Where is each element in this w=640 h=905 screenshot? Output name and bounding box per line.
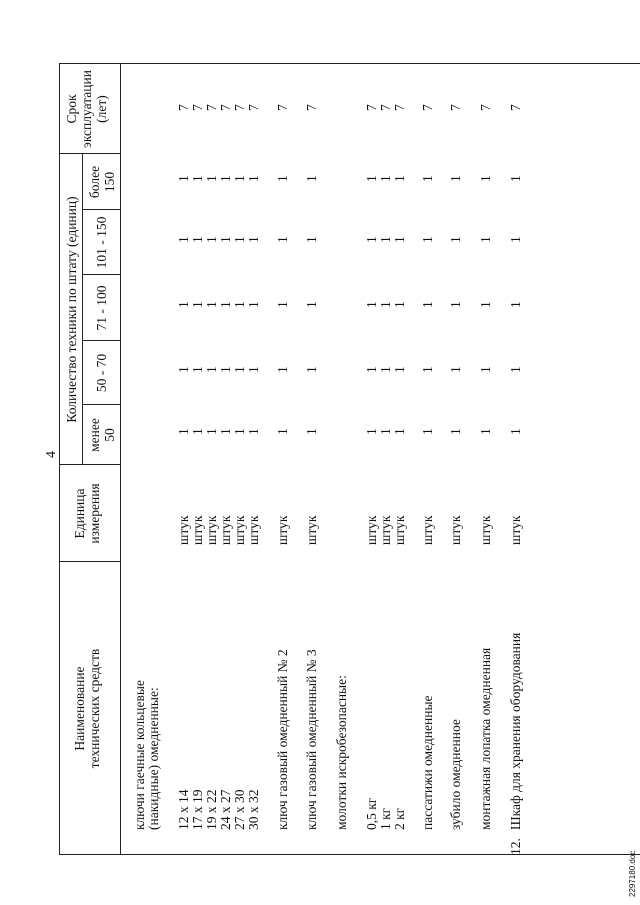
row-qty-2: 1 xyxy=(204,366,219,373)
row-qty-5: 1 xyxy=(478,175,493,182)
row-qty-3: 1 xyxy=(448,301,463,308)
row-qty-3: 1 xyxy=(232,301,247,308)
row-qty-4: 1 xyxy=(246,236,261,243)
row-life: 7 xyxy=(232,104,247,111)
row-qty-5: 1 xyxy=(508,175,523,182)
row-name: 24 х 27 xyxy=(218,789,233,830)
row-qty-2: 1 xyxy=(378,366,393,373)
row-qty-1: 1 xyxy=(420,428,435,435)
row-qty-4: 1 xyxy=(378,236,393,243)
row-unit: штук xyxy=(204,515,219,545)
row-unit: штук xyxy=(478,515,493,545)
row-qty-4: 1 xyxy=(448,236,463,243)
row-qty-1: 1 xyxy=(218,428,233,435)
row-qty-3: 1 xyxy=(364,301,379,308)
row-qty-2: 1 xyxy=(176,366,191,373)
row-life: 7 xyxy=(448,104,463,111)
row-qty-4: 1 xyxy=(304,236,319,243)
row-unit: штук xyxy=(190,515,205,545)
row-qty-4: 1 xyxy=(478,236,493,243)
row-qty-5: 1 xyxy=(275,175,290,182)
row-qty-2: 1 xyxy=(304,366,319,373)
row-name: 2 кг xyxy=(392,807,407,830)
row-name: 1 кг xyxy=(378,807,393,830)
row-qty-4: 1 xyxy=(176,236,191,243)
row-qty-5: 1 xyxy=(378,175,393,182)
row-unit: штук xyxy=(176,515,191,545)
table-border-top xyxy=(59,64,60,855)
row-qty-1: 1 xyxy=(176,428,191,435)
row-qty-1: 1 xyxy=(304,428,319,435)
row-name: 27 х 30 xyxy=(232,789,247,830)
row-name: 17 х 19 xyxy=(190,789,205,830)
row-life: 7 xyxy=(508,104,523,111)
row-unit: штук xyxy=(378,515,393,545)
row-qty-5: 1 xyxy=(420,175,435,182)
row-qty-4: 1 xyxy=(364,236,379,243)
row-name: ключ газовый омедненный № 2 xyxy=(275,649,290,830)
row-qty-1: 1 xyxy=(364,428,379,435)
row-unit: штук xyxy=(420,515,435,545)
row-unit: штук xyxy=(448,515,463,545)
table-border-left xyxy=(59,854,640,855)
row-qty-2: 1 xyxy=(246,366,261,373)
row-life: 7 xyxy=(204,104,219,111)
row-qty-2: 1 xyxy=(478,366,493,373)
page-number: 4 xyxy=(44,451,59,458)
row-qty-4: 1 xyxy=(190,236,205,243)
row-qty-4: 1 xyxy=(392,236,407,243)
header-life xyxy=(64,64,109,154)
row-qty-1: 1 xyxy=(508,428,523,435)
row-life: 7 xyxy=(218,104,233,111)
row-qty-1: 1 xyxy=(392,428,407,435)
header-name-line2: технических средств xyxy=(87,648,102,769)
row-qty-5: 1 xyxy=(232,175,247,182)
row-qty-1: 1 xyxy=(378,428,393,435)
header-bottom-line xyxy=(120,64,121,855)
row-qty-2: 1 xyxy=(420,366,435,373)
row-qty-2: 1 xyxy=(508,366,523,373)
row-life: 7 xyxy=(275,104,290,111)
row-name: (накидные) омедненные: xyxy=(146,687,161,830)
row-qty-1: 1 xyxy=(246,428,261,435)
row-name: молотки искробезопасные: xyxy=(334,675,349,830)
row-name: 30 х 32 xyxy=(246,789,261,830)
row-qty-5: 1 xyxy=(304,175,319,182)
row-unit: штук xyxy=(304,515,319,545)
row-life: 7 xyxy=(378,104,393,111)
row-qty-4: 1 xyxy=(218,236,233,243)
row-qty-1: 1 xyxy=(275,428,290,435)
header-q2: 50 - 70 xyxy=(94,353,109,393)
row-qty-5: 1 xyxy=(246,175,261,182)
row-qty-4: 1 xyxy=(420,236,435,243)
row-qty-3: 1 xyxy=(304,301,319,308)
row-life: 7 xyxy=(478,104,493,111)
row-name: пассатижи омедненные xyxy=(420,695,435,830)
row-name: 0,5 кг xyxy=(364,797,379,830)
header-name-line1: Наименование xyxy=(72,666,87,751)
header-qty-group: Количество техники по штату (единиц) xyxy=(64,196,79,423)
row-qty-1: 1 xyxy=(204,428,219,435)
row-qty-5: 1 xyxy=(364,175,379,182)
row-qty-1: 1 xyxy=(232,428,247,435)
row-qty-3: 1 xyxy=(420,301,435,308)
row-qty-2: 1 xyxy=(275,366,290,373)
row-qty-4: 1 xyxy=(275,236,290,243)
row-qty-5: 1 xyxy=(204,175,219,182)
qty-group-line xyxy=(82,154,83,465)
row-qty-2: 1 xyxy=(448,366,463,373)
row-qty-1: 1 xyxy=(478,428,493,435)
row-qty-3: 1 xyxy=(275,301,290,308)
row-name: Шкаф для хранения оборудования xyxy=(508,632,523,830)
header-q1 xyxy=(87,405,117,465)
header-life-line3: (лет) xyxy=(94,95,109,123)
row-life: 7 xyxy=(364,104,379,111)
header-q5 xyxy=(87,154,117,210)
row-name: монтажная лопатка омедненная xyxy=(478,647,493,830)
row-name: 19 х 22 xyxy=(204,789,219,830)
row-qty-3: 1 xyxy=(204,301,219,308)
row-unit: штук xyxy=(364,515,379,545)
row-qty-2: 1 xyxy=(364,366,379,373)
row-qty-3: 1 xyxy=(378,301,393,308)
row-unit: штук xyxy=(232,515,247,545)
row-qty-5: 1 xyxy=(218,175,233,182)
header-name xyxy=(72,562,102,855)
row-qty-5: 1 xyxy=(176,175,191,182)
row-name: зубило омедненное xyxy=(448,719,463,830)
document-id: 2297180.doc xyxy=(628,850,637,897)
row-name: ключ газовый омедненный № 3 xyxy=(304,649,319,830)
row-life: 7 xyxy=(392,104,407,111)
header-unit-line1: Единица xyxy=(72,488,87,539)
row-qty-3: 1 xyxy=(392,301,407,308)
row-qty-2: 1 xyxy=(218,366,233,373)
header-unit-line2: измерения xyxy=(87,483,102,544)
row-unit: штук xyxy=(392,515,407,545)
row-name: 12 х 14 xyxy=(176,789,191,830)
row-qty-5: 1 xyxy=(190,175,205,182)
row-qty-2: 1 xyxy=(232,366,247,373)
row-qty-4: 1 xyxy=(232,236,247,243)
row-qty-4: 1 xyxy=(508,236,523,243)
row-qty-5: 1 xyxy=(392,175,407,182)
header-life-line1: Срок xyxy=(64,94,79,124)
row-life: 7 xyxy=(176,104,191,111)
row-qty-3: 1 xyxy=(176,301,191,308)
header-q3: 71 - 100 xyxy=(94,285,109,331)
row-qty-2: 1 xyxy=(392,366,407,373)
header-q1-text: менее 50 xyxy=(87,418,117,452)
header-life-line2: эксплуатации xyxy=(79,70,94,148)
row-qty-5: 1 xyxy=(448,175,463,182)
row-life: 7 xyxy=(190,104,205,111)
row-life: 7 xyxy=(304,104,319,111)
row-unit: штук xyxy=(508,515,523,545)
row-life: 7 xyxy=(246,104,261,111)
row-unit: штук xyxy=(246,515,261,545)
header-q5-text: более 150 xyxy=(87,165,117,199)
row-qty-2: 1 xyxy=(190,366,205,373)
row-qty-3: 1 xyxy=(508,301,523,308)
row-qty-3: 1 xyxy=(246,301,261,308)
row-name: ключи гаечные кольцевые xyxy=(132,680,147,830)
row-qty-3: 1 xyxy=(190,301,205,308)
header-q4: 101 - 150 xyxy=(94,216,109,269)
header-unit xyxy=(72,465,102,562)
row-qty-1: 1 xyxy=(190,428,205,435)
row-qty-3: 1 xyxy=(218,301,233,308)
row-unit: штук xyxy=(218,515,233,545)
row-number: 12. xyxy=(508,838,523,855)
row-life: 7 xyxy=(420,104,435,111)
row-unit: штук xyxy=(275,515,290,545)
row-qty-1: 1 xyxy=(448,428,463,435)
row-qty-4: 1 xyxy=(204,236,219,243)
row-qty-3: 1 xyxy=(478,301,493,308)
table-border-right xyxy=(59,63,640,64)
